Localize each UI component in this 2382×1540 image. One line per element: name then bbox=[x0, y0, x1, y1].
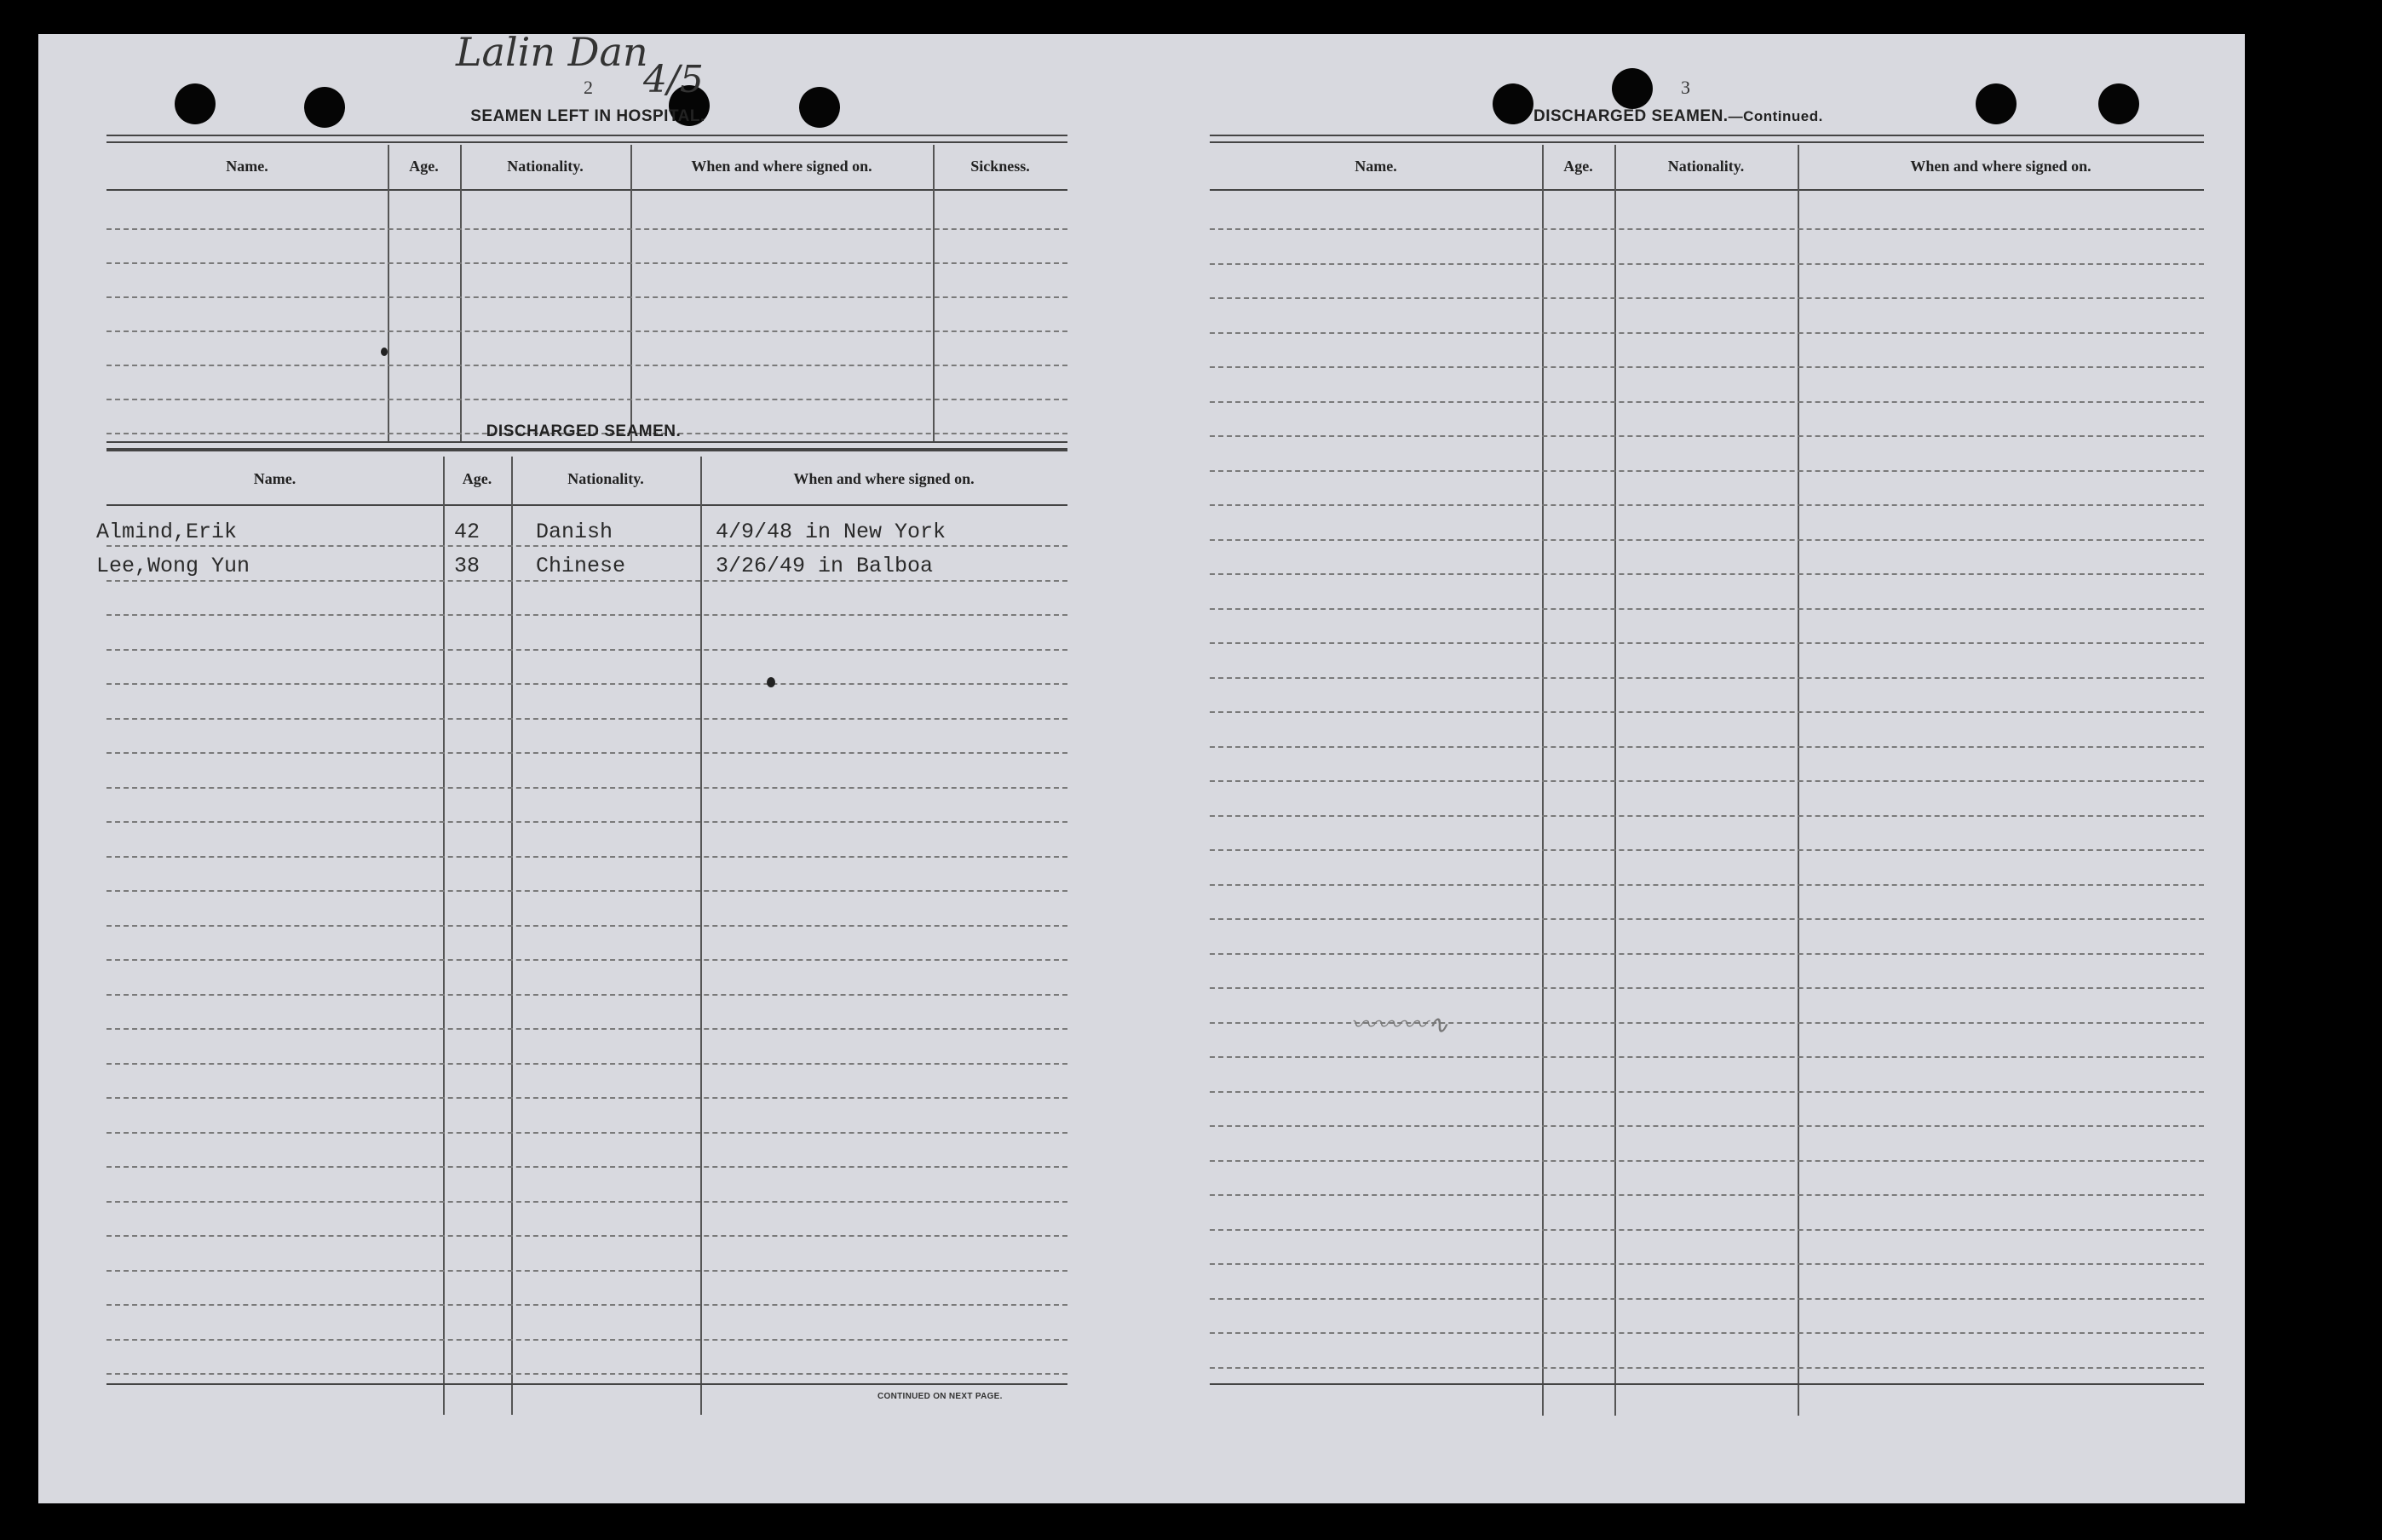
punch-hole bbox=[799, 87, 840, 128]
row-line bbox=[106, 856, 1067, 858]
bottom-rule bbox=[106, 1383, 1067, 1385]
row-line bbox=[106, 580, 1067, 582]
header-rule bbox=[106, 189, 1067, 191]
row-line bbox=[1210, 1194, 2204, 1196]
seaman-age: 42 bbox=[454, 520, 480, 544]
section-title-discharged: DISCHARGED SEAMEN. bbox=[486, 422, 682, 440]
double-rule bbox=[106, 441, 1067, 450]
row-line bbox=[1210, 608, 2204, 610]
seaman-name: Almind,Erik bbox=[96, 520, 238, 544]
row-line bbox=[1210, 746, 2204, 748]
row-line bbox=[1210, 918, 2204, 920]
column-header-signed-on: When and where signed on. bbox=[691, 158, 872, 175]
punch-hole bbox=[304, 87, 345, 128]
document-page bbox=[38, 29, 2245, 1503]
bleed-through-mark: 〰〰〰∿ bbox=[1350, 1010, 1449, 1040]
row-line bbox=[106, 614, 1067, 616]
row-line bbox=[106, 262, 1067, 264]
row-line bbox=[1210, 470, 2204, 472]
seaman-signed-on: 4/9/48 in New York bbox=[716, 520, 946, 544]
row-line bbox=[106, 718, 1067, 720]
row-line bbox=[1210, 1160, 2204, 1162]
column-header-name: Name. bbox=[1355, 158, 1397, 175]
row-line bbox=[106, 330, 1067, 332]
page-number: 3 bbox=[1681, 77, 1690, 98]
row-line bbox=[106, 1201, 1067, 1203]
row-line bbox=[1210, 435, 2204, 437]
column-header-name: Name. bbox=[226, 158, 268, 175]
section-title-hospital: SEAMEN LEFT IN HOSPITAL. bbox=[470, 107, 705, 125]
punch-hole bbox=[2098, 83, 2139, 124]
column-header-age: Age. bbox=[462, 470, 492, 487]
ink-spot bbox=[381, 348, 388, 356]
row-line bbox=[1210, 1056, 2204, 1058]
row-line bbox=[1210, 815, 2204, 817]
column-header-name: Name. bbox=[253, 470, 296, 487]
row-line bbox=[106, 365, 1067, 366]
row-line bbox=[1210, 1263, 2204, 1265]
row-line bbox=[106, 752, 1067, 754]
row-line bbox=[106, 890, 1067, 892]
row-line bbox=[106, 821, 1067, 823]
row-line bbox=[1210, 1367, 2204, 1369]
bottom-rule bbox=[1210, 1383, 2204, 1385]
continued-note: CONTINUED ON NEXT PAGE. bbox=[877, 1392, 1003, 1401]
row-line bbox=[1210, 849, 2204, 851]
punch-hole bbox=[1976, 83, 2017, 124]
row-line bbox=[106, 399, 1067, 400]
header-rule bbox=[1210, 189, 2204, 191]
row-line bbox=[1210, 642, 2204, 644]
column-header-sickness: Sickness. bbox=[970, 158, 1030, 175]
row-line bbox=[1210, 1091, 2204, 1093]
row-line bbox=[106, 1166, 1067, 1168]
row-line bbox=[1210, 297, 2204, 299]
ink-spot bbox=[767, 677, 775, 687]
punch-hole bbox=[1493, 83, 1533, 124]
row-line bbox=[1210, 884, 2204, 886]
row-line bbox=[1210, 1125, 2204, 1127]
row-line bbox=[106, 649, 1067, 651]
row-line bbox=[1210, 780, 2204, 782]
column-header-signed-on: When and where signed on. bbox=[1910, 158, 2091, 175]
row-line bbox=[1210, 332, 2204, 334]
title-suffix: —Continued. bbox=[1728, 108, 1823, 124]
punch-hole bbox=[175, 83, 216, 124]
row-line bbox=[106, 1235, 1067, 1237]
row-line bbox=[1210, 573, 2204, 575]
header-rule bbox=[106, 504, 1067, 506]
row-line bbox=[1210, 711, 2204, 713]
seaman-signed-on: 3/26/49 in Balboa bbox=[716, 554, 934, 578]
row-line bbox=[106, 1028, 1067, 1030]
row-line bbox=[1210, 1229, 2204, 1231]
row-line bbox=[1210, 1332, 2204, 1334]
row-line bbox=[1210, 366, 2204, 368]
row-line bbox=[1210, 677, 2204, 679]
row-line bbox=[1210, 1298, 2204, 1300]
column-header-nationality: Nationality. bbox=[507, 158, 584, 175]
row-line bbox=[106, 1373, 1067, 1375]
row-line bbox=[106, 925, 1067, 927]
seaman-name: Lee,Wong Yun bbox=[96, 554, 250, 578]
row-line bbox=[1210, 263, 2204, 265]
row-line bbox=[106, 959, 1067, 961]
row-line bbox=[1210, 953, 2204, 955]
row-line bbox=[1210, 228, 2204, 230]
seaman-nationality: Danish bbox=[536, 520, 613, 544]
section-title-discharged-continued bbox=[1533, 107, 1823, 126]
row-line bbox=[106, 994, 1067, 996]
column-header-nationality: Nationality. bbox=[1667, 158, 1745, 175]
double-rule bbox=[106, 135, 1067, 143]
row-line bbox=[106, 787, 1067, 789]
row-line bbox=[106, 1270, 1067, 1272]
column-header-signed-on: When and where signed on. bbox=[793, 470, 975, 487]
column-header-nationality: Nationality. bbox=[567, 470, 644, 487]
punch-hole bbox=[1612, 68, 1653, 109]
row-line bbox=[106, 1132, 1067, 1134]
double-rule bbox=[1210, 135, 2204, 143]
row-line bbox=[1210, 504, 2204, 506]
row-line bbox=[106, 545, 1067, 547]
title-text: DISCHARGED SEAMEN. bbox=[1533, 107, 1729, 125]
column-header-age: Age. bbox=[1563, 158, 1593, 175]
column-header-age: Age. bbox=[409, 158, 439, 175]
row-line bbox=[1210, 539, 2204, 541]
row-line bbox=[106, 1063, 1067, 1065]
row-line bbox=[106, 296, 1067, 298]
page-number: 2 bbox=[584, 77, 593, 98]
row-line bbox=[1210, 401, 2204, 403]
row-line bbox=[106, 1097, 1067, 1099]
row-line bbox=[1210, 987, 2204, 989]
handwritten-fraction: 4/5 bbox=[643, 58, 704, 101]
row-line bbox=[106, 228, 1067, 230]
row-line bbox=[106, 1339, 1067, 1341]
row-line bbox=[106, 683, 1067, 685]
seaman-nationality: Chinese bbox=[536, 554, 626, 578]
seaman-age: 38 bbox=[454, 554, 480, 578]
section-rule bbox=[106, 450, 1067, 451]
row-line bbox=[106, 1304, 1067, 1306]
handwritten-note: Lalin Dan bbox=[456, 29, 648, 75]
